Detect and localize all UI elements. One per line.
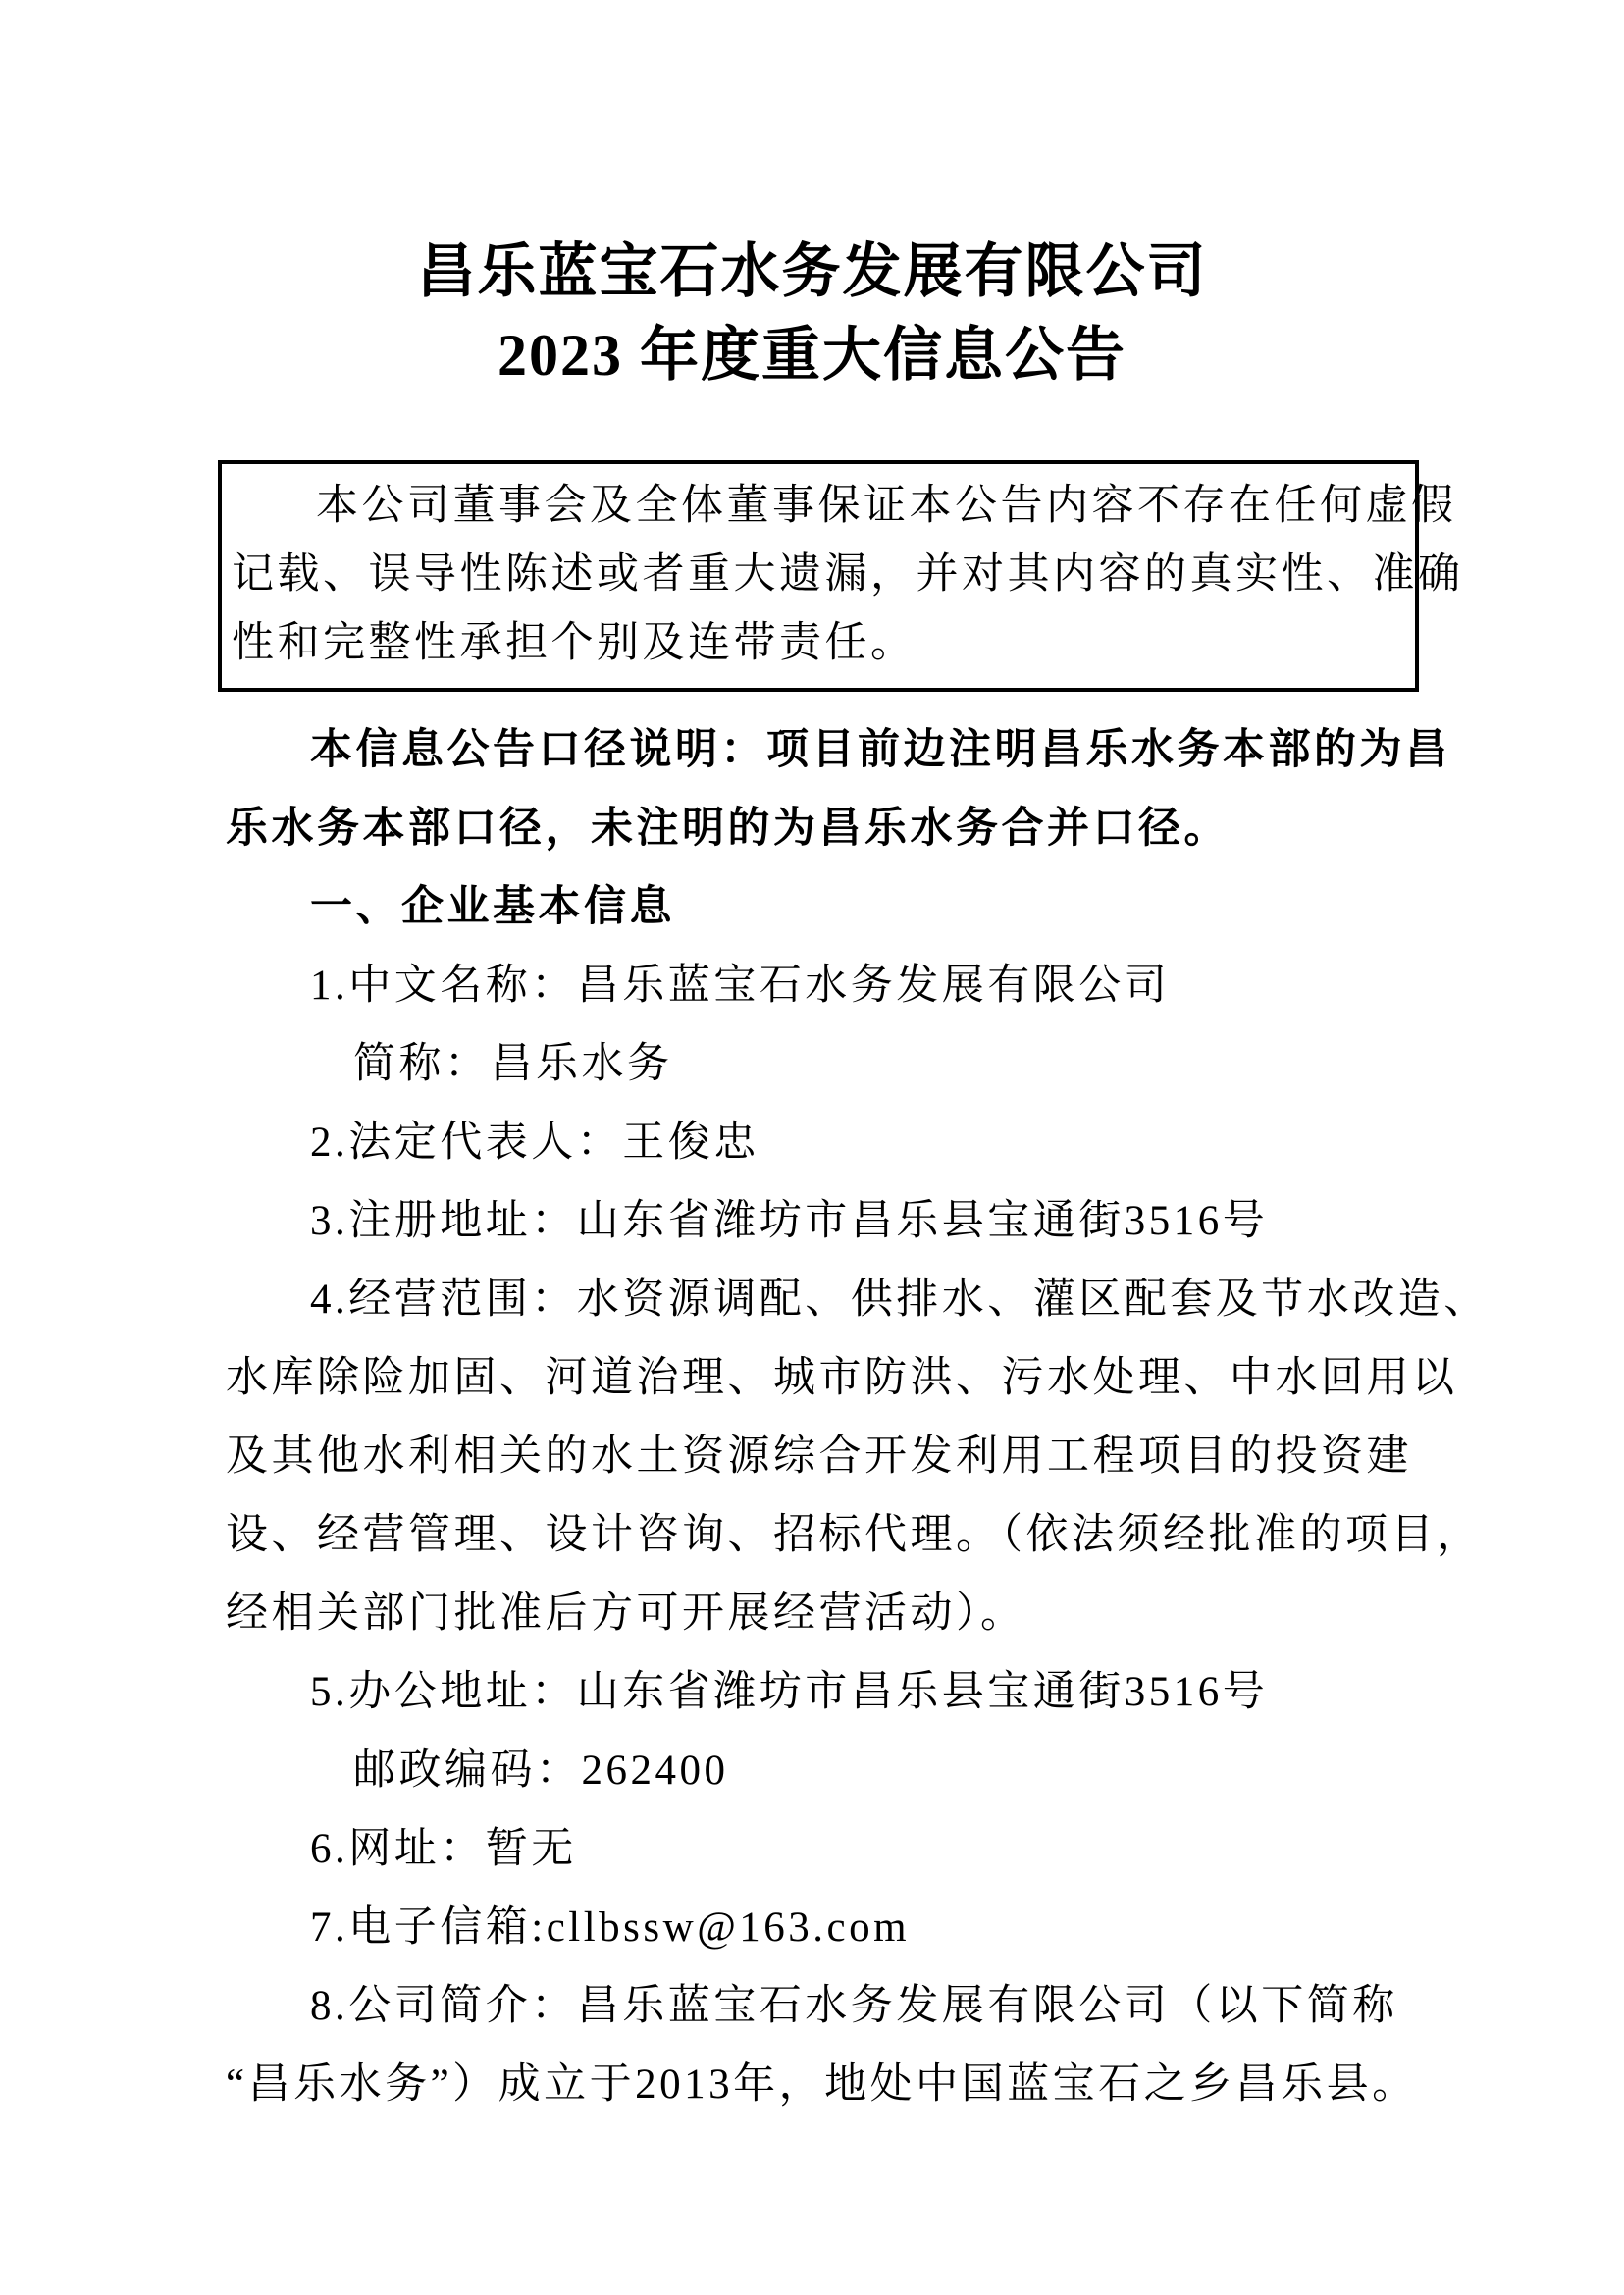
document-body <box>0 711 1624 2124</box>
item-business-scope-line: 设、经营管理、设计咨询、招标代理。（依法须经批准的项目， <box>226 1512 1483 1558</box>
item-business-scope-line: 水库除险加固、河道治理、城市防洪、污水处理、中水回用以 <box>226 1355 1458 1401</box>
item-company-profile-line: 8.公司简介：昌乐蓝宝石水务发展有限公司（以下简称 <box>310 1983 1398 2029</box>
item-business-scope-line: 经相关部门批准后方可开展经营活动）。 <box>226 1591 1026 1637</box>
item-office-address: 5.办公地址：山东省潍坊市昌乐县宝通街3516号 <box>310 1669 1269 1715</box>
item-legal-representative: 2.法定代表人：王俊忠 <box>310 1120 760 1166</box>
item-postal-code: 邮政编码：262400 <box>353 1747 729 1794</box>
item-chinese-name: 1.中文名称：昌乐蓝宝石水务发展有限公司 <box>310 963 1171 1009</box>
statement-line: 本公司董事会及全体董事保证本公告内容不存在任何虚假 <box>316 483 1457 529</box>
item-email: 7.电子信箱:cllbssw@163.com <box>310 1904 911 1951</box>
board-statement-box <box>218 460 1464 692</box>
caliber-note-line: 本信息公告口径说明：项目前边注明昌乐水务本部的为昌 <box>310 727 1451 773</box>
statement-line: 记载、误导性陈述或者重大遗漏，并对其内容的真实性、准确 <box>232 551 1464 598</box>
item-company-profile-line: “昌乐水务”）成立于2013年，地处中国蓝宝石之乡昌乐县。 <box>226 2061 1418 2108</box>
item-business-scope-line: 及其他水利相关的水土资源综合开发利用工程项目的投资建 <box>226 1434 1412 1480</box>
caliber-note-line: 乐水务本部口径，未注明的为昌乐水务合并口径。 <box>226 806 1230 852</box>
title-line-announcement: 2023 年度重大信息公告 <box>498 323 1126 388</box>
item-short-name: 简称：昌乐水务 <box>353 1041 673 1087</box>
item-website: 6.网址：暂无 <box>310 1826 577 1872</box>
document-title <box>0 0 1624 397</box>
statement-line: 性和完整性承担个别及连带责任。 <box>232 620 917 666</box>
section-heading-basic-info: 一、企业基本信息 <box>310 884 675 930</box>
item-registered-address: 3.注册地址：山东省潍坊市昌乐县宝通街3516号 <box>310 1198 1269 1244</box>
title-line-company-name: 昌乐蓝宝石水务发展有限公司 <box>416 239 1208 304</box>
item-business-scope-line: 4.经营范围：水资源调配、供排水、灌区配套及节水改造、 <box>310 1277 1490 1323</box>
